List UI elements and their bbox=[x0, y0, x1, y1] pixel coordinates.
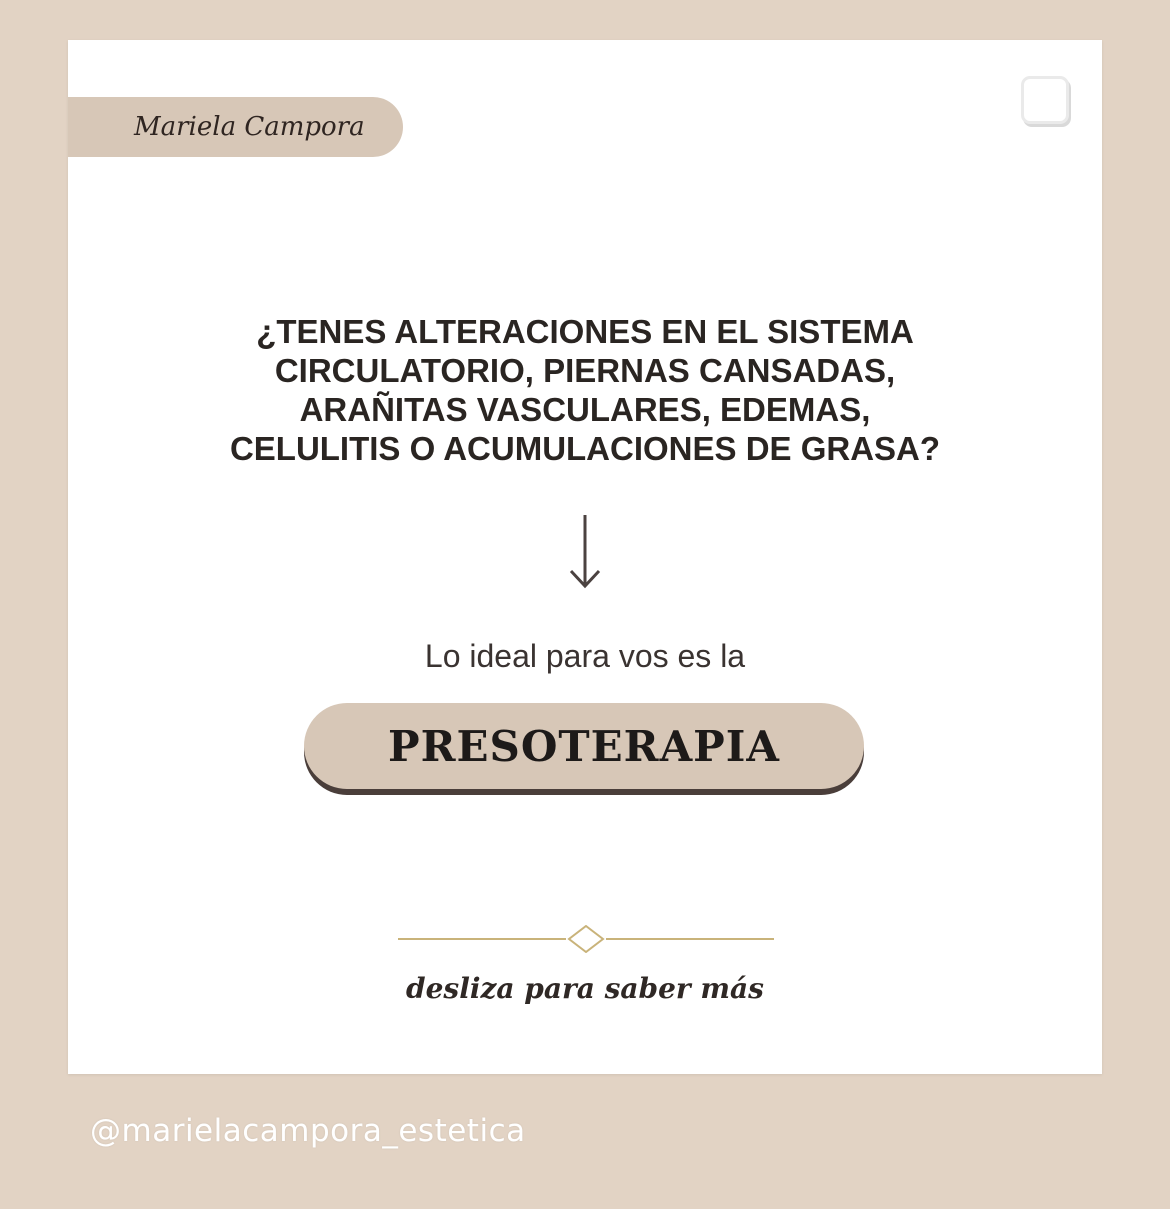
account-handle[interactable]: @marielacampora_estetica bbox=[90, 1113, 526, 1149]
square-checkbox-icon[interactable] bbox=[1021, 76, 1069, 124]
question-line: CIRCULATORIO, PIERNAS CANSADAS, bbox=[274, 352, 896, 389]
arrow-down-icon bbox=[567, 513, 603, 591]
lead-text: Lo ideal para vos es la bbox=[424, 638, 746, 674]
treatment-name: PRESOTERAPIA bbox=[388, 721, 780, 771]
brand-name: Mariela Campora bbox=[134, 112, 365, 142]
question-text bbox=[68, 312, 1102, 468]
treatment-pill bbox=[304, 703, 864, 789]
question-line: ARAÑITAS VASCULARES, EDEMAS, bbox=[299, 391, 871, 428]
question-line: CELULITIS O ACUMULACIONES DE GRASA? bbox=[229, 430, 941, 467]
swipe-hint: desliza para saber más bbox=[406, 972, 764, 1005]
brand-pill bbox=[68, 97, 403, 157]
post-card[interactable] bbox=[68, 40, 1102, 1074]
diamond-divider-icon bbox=[398, 925, 774, 953]
question-line: ¿TENES ALTERACIONES EN EL SISTEMA bbox=[256, 313, 914, 350]
